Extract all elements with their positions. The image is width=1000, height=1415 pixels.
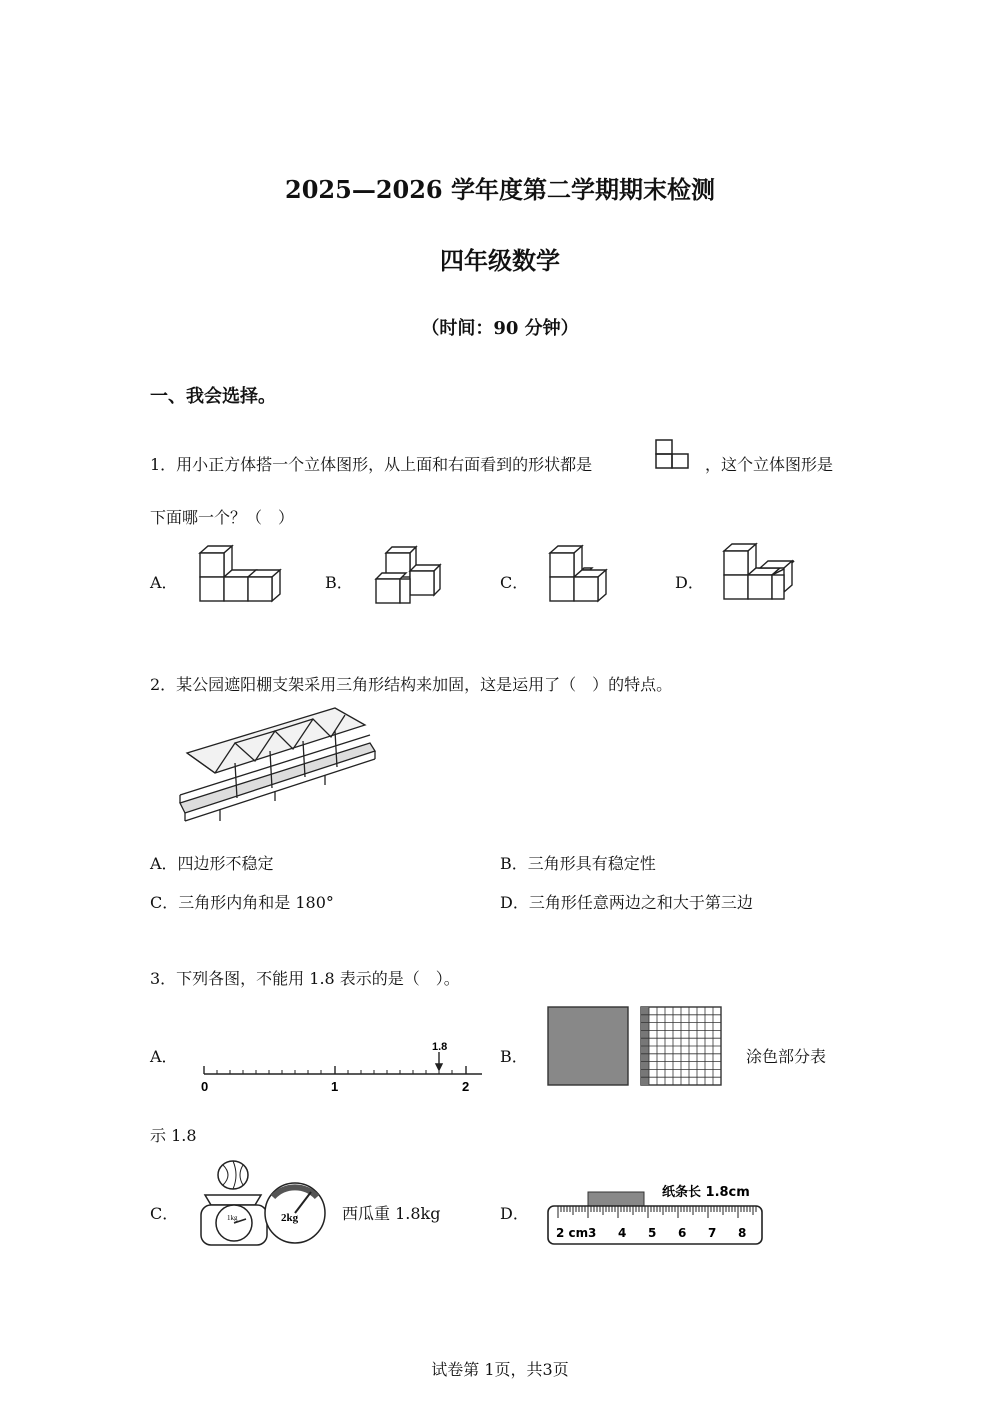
q2-option-b: B．三角形具有稳定性 <box>500 854 656 873</box>
q3-option-a-label: A． <box>150 1047 178 1066</box>
ruler-label-7: 7 <box>708 1226 717 1240</box>
section-heading: 一、我会选择。 <box>150 386 276 407</box>
q3-option-c-label: C． <box>150 1204 179 1223</box>
full-shaded-square <box>548 1007 628 1085</box>
ruler-label-4: 4 <box>618 1226 627 1240</box>
number-line-marker: 1.8 <box>432 1041 448 1053</box>
cube-figure-c <box>546 543 616 605</box>
number-line-tick-2: 2 <box>462 1079 470 1094</box>
number-line-figure <box>196 1036 486 1096</box>
number-line-tick-0: 0 <box>201 1079 209 1094</box>
paper-strip <box>588 1192 644 1206</box>
scale-small-label: 1kg <box>227 1214 238 1222</box>
ruler-label-8: 8 <box>738 1226 747 1240</box>
top-right-view-icon <box>654 438 692 472</box>
ruler-label-6: 6 <box>678 1226 687 1240</box>
q1-option-c-label: C． <box>500 573 529 592</box>
page-footer: 试卷第 1页，共3页 <box>431 1360 569 1379</box>
sunshade-structure-image <box>175 703 380 825</box>
q2-option-a: A．四边形不稳定 <box>150 854 274 873</box>
exam-title: 2025—2026 学年度第二学期期末检测 <box>285 175 715 204</box>
shaded-squares-figure <box>546 1005 728 1087</box>
cube-figure-a <box>196 543 288 605</box>
q1-stem-part3: 下面哪一个？（ ） <box>150 508 295 527</box>
partial-grid-square <box>641 1007 721 1085</box>
cube-figure-d <box>720 541 800 605</box>
ruler-label-3: 3 <box>588 1226 597 1240</box>
q2-stem: 2．某公园遮阳棚支架采用三角形结构来加固，这是运用了（ ）的特点。 <box>150 675 673 694</box>
q2-option-c: C．三角形内角和是 180° <box>150 893 334 912</box>
watermelon-icon <box>218 1161 248 1189</box>
number-line-tick-1: 1 <box>331 1079 339 1094</box>
q1-option-b-label: B． <box>325 573 353 592</box>
q3-option-d-label: D． <box>500 1204 529 1223</box>
q3-option-c-text: 西瓜重 1.8kg <box>342 1204 441 1223</box>
q1-option-d-label: D． <box>675 573 704 592</box>
q1-stem-part2: ，这个立体图形是 <box>705 455 834 474</box>
exam-subtitle: 四年级数学 <box>440 246 560 275</box>
q2-option-d: D．三角形任意两边之和大于第三边 <box>500 893 753 912</box>
watermelon-scale-figure <box>193 1157 328 1251</box>
ruler-paperstrip-figure <box>546 1178 766 1250</box>
paper-strip-label: 纸条长 1.8cm <box>662 1185 750 1200</box>
q1-option-a-label: A． <box>150 573 178 592</box>
ruler-label-2cm: 2 cm <box>556 1226 589 1240</box>
q3-option-b-text1: 涂色部分表 <box>746 1047 827 1066</box>
q3-option-b-label: B． <box>500 1047 528 1066</box>
cube-figure-b <box>372 543 444 605</box>
exam-time: （时间：90 分钟） <box>421 318 579 339</box>
ruler-label-5: 5 <box>648 1226 657 1240</box>
q1-stem-part1: 1．用小正方体搭一个立体图形，从上面和右面看到的形状都是 <box>150 455 593 474</box>
q3-stem: 3．下列各图，不能用 1.8 表示的是（ ）。 <box>150 969 460 988</box>
scale-big-label: 2kg <box>281 1212 299 1224</box>
q3-option-b-text2: 示 1.8 <box>150 1126 197 1145</box>
